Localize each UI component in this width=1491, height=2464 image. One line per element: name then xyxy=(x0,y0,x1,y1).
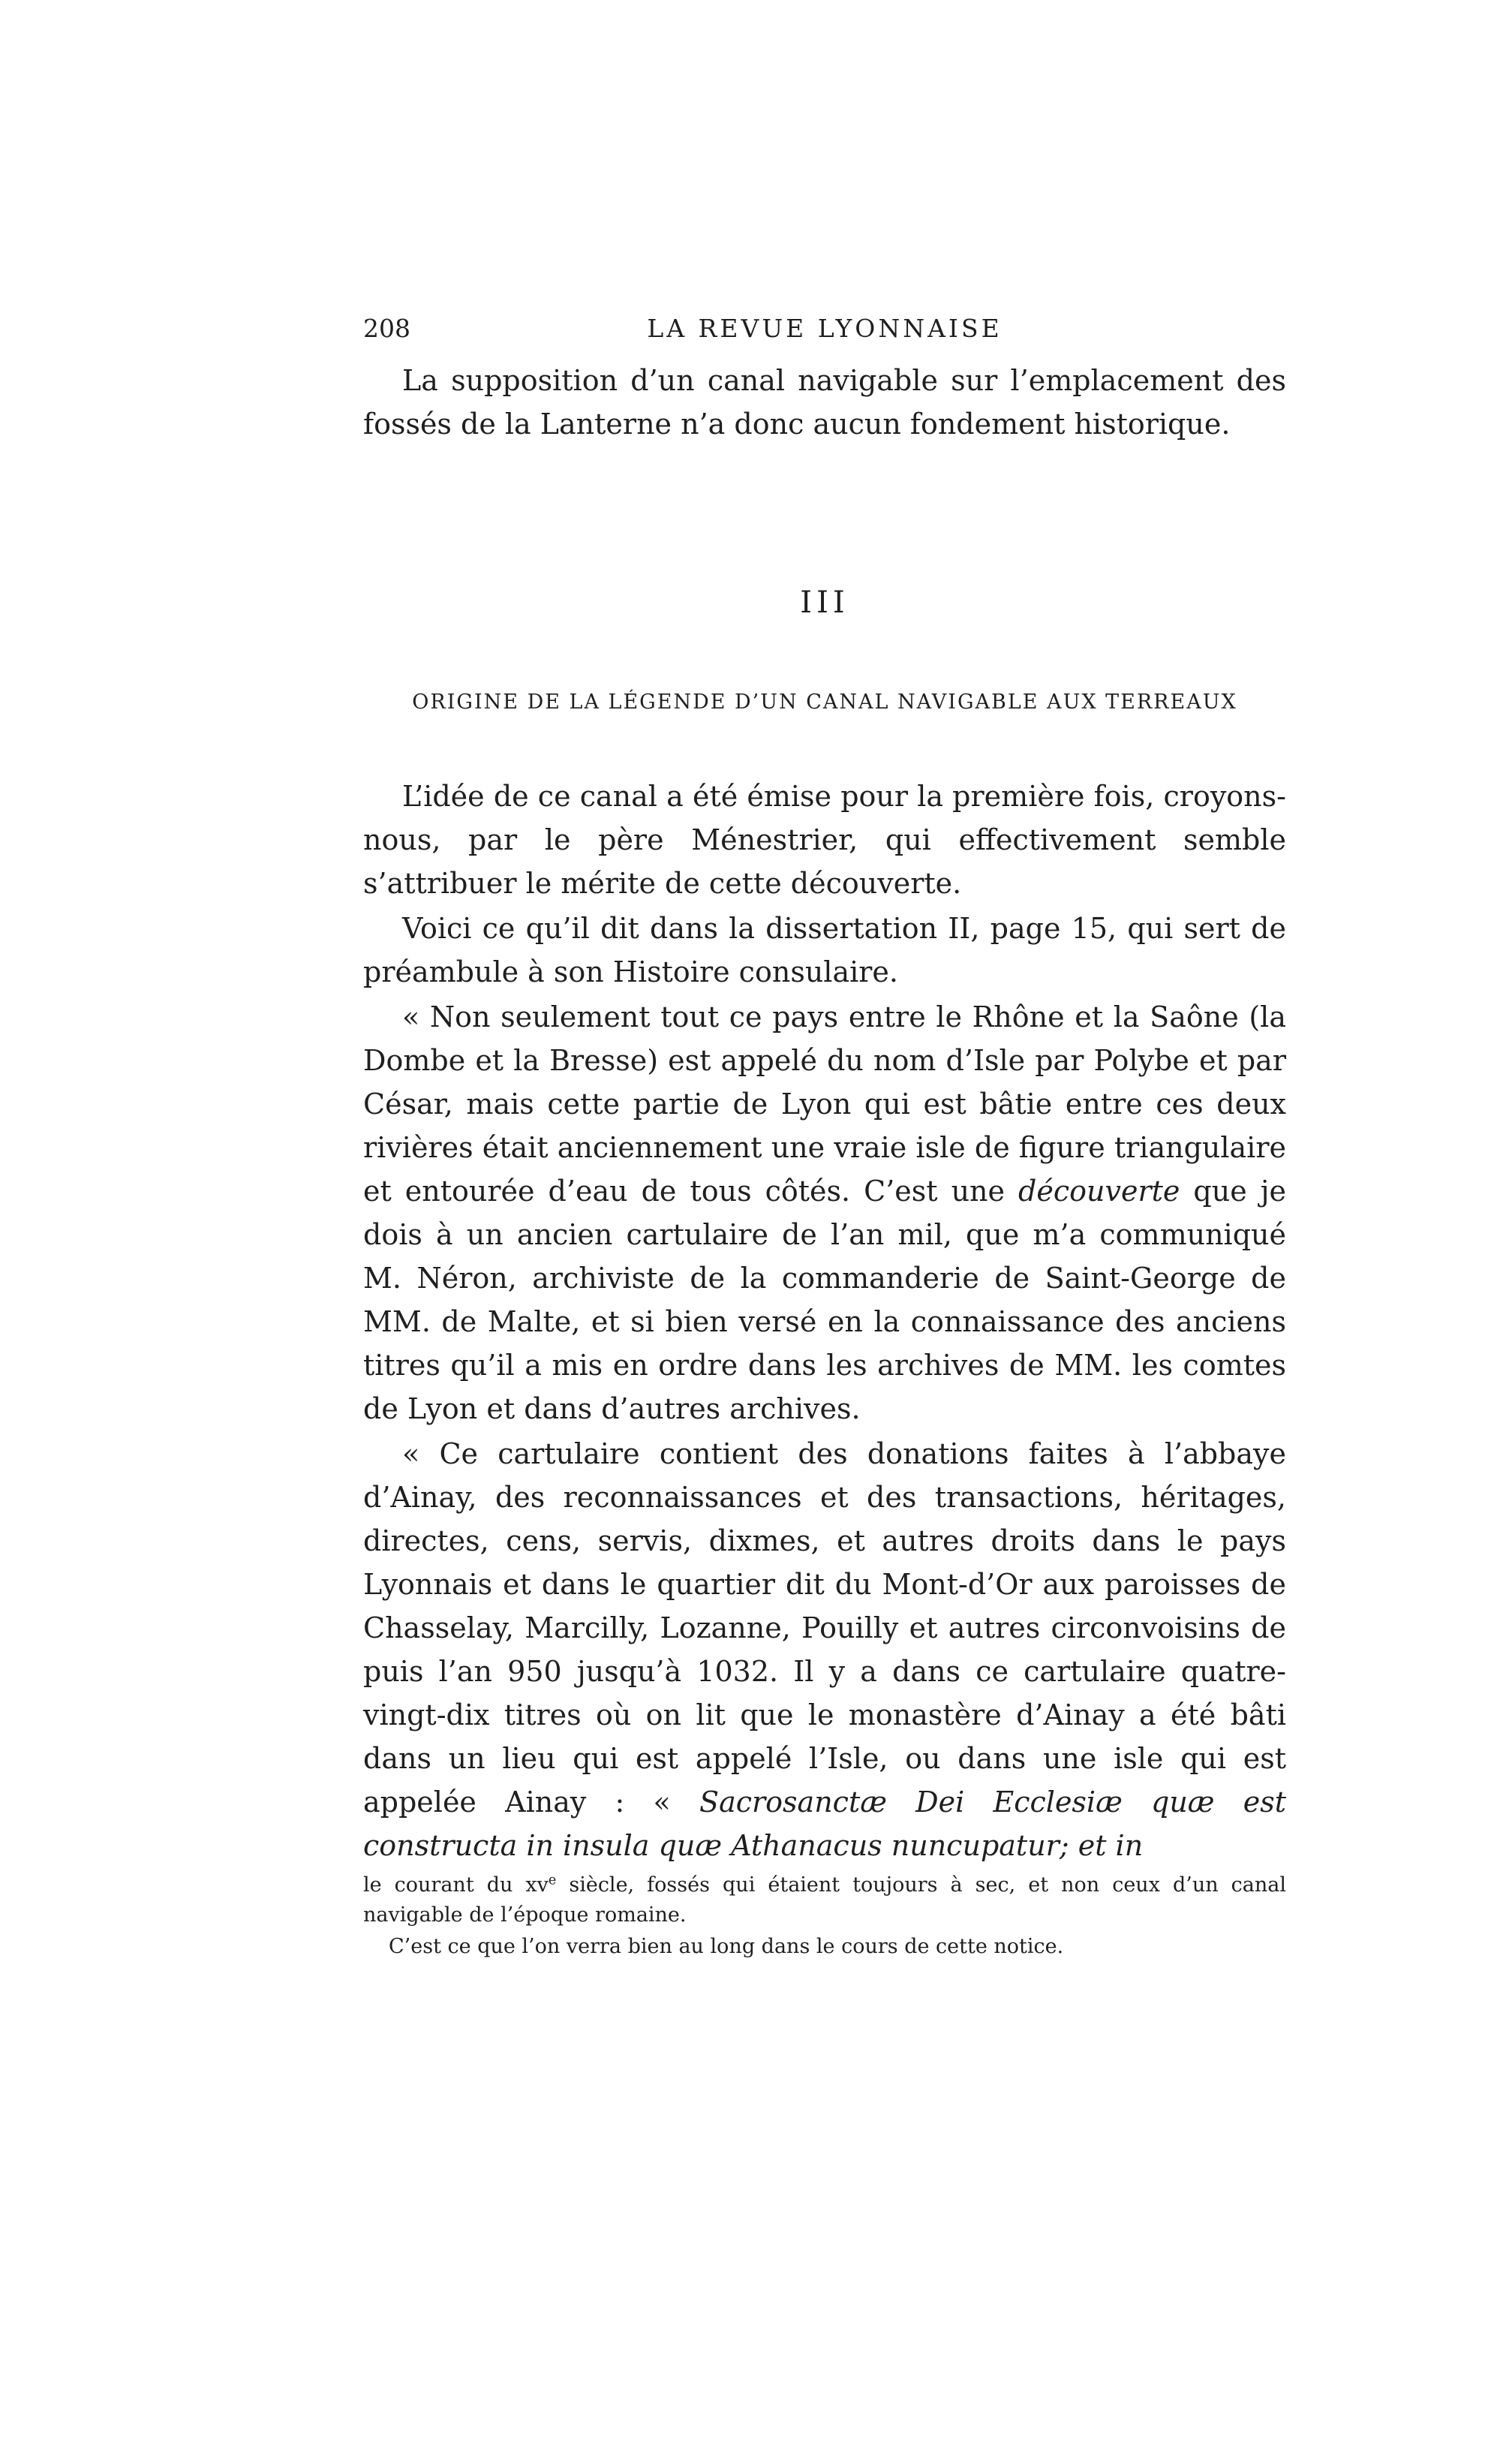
intro-block xyxy=(363,359,1286,446)
paragraph-3 xyxy=(363,995,1286,1431)
footnotes xyxy=(363,1870,1286,1962)
paragraph-3-italic: découverte xyxy=(1018,1175,1180,1208)
section-number: III xyxy=(800,585,849,620)
page-number: 208 xyxy=(363,314,410,343)
paragraph-4-text-a: « Ce cartulaire contient des donations faites à l’abbaye d’Ainay, des reconnaissances et des transactions, héritages, directes, cens, servis, dixmes, et autres droits dans le pays Lyonnais et dans le quartier dit du Mont-d’Or aux paroisses de Chasselay, Marcilly, Lozanne, Pouilly et autres circonvoisins de puis l’an 950 jusqu’à 1032. Il y a dans ce cartulaire quatre-vingt-dix titres où on lit que le monastère d’Ainay a été bâti dans un lieu qui est appelé l’Isle, ou dans une isle qui est appelée Ainay : « xyxy=(363,1437,1286,1819)
intro-paragraph: La supposition d’un canal navigable sur l’emplacement des fossés de la Lanterne n’a donc aucun fondement historique. xyxy=(363,364,1286,441)
paragraph-3-text-b: que je dois à un ancien cartulaire de l’an mil, que m’a communiqué M. Néron, archiviste de la commanderie de Saint-George de MM. de Malte, et si bien versé en la connaissance des anciens titres qu’il a mis en ordre dans les archives de MM. les comtes de Lyon et dans d’autres archives. xyxy=(363,1175,1286,1425)
body-text xyxy=(363,775,1286,1867)
journal-title: LA REVUE LYONNAISE xyxy=(647,314,1003,343)
paragraph-4 xyxy=(363,1432,1286,1867)
paragraph-2: Voici ce qu’il dit dans la dissertation II, page 15, qui sert de préambule à son Histoire consulaire. xyxy=(363,912,1286,988)
running-header xyxy=(363,314,1286,351)
paragraph-1: L’idée de ce canal a été émise pour la première fois, croyons-nous, par le père Ménestrier, qui effectivement semble s’attribuer le mérite de cette découverte. xyxy=(363,780,1286,900)
footnote-1-superscript: e xyxy=(548,1873,557,1888)
footnote-1-text-a: le courant du xv xyxy=(363,1873,549,1897)
footnote-continuation xyxy=(363,1870,1286,1930)
footnote-2: C’est ce que l’on verra bien au long dans le cours de cette notice. xyxy=(389,1935,1064,1958)
paragraph-4-italic: Sacrosanctæ Dei Ecclesiæ quæ est constructa in insula quæ Athanacus nuncupatur; et in xyxy=(363,1786,1287,1862)
section-title: ORIGINE DE LA LÉGENDE D’UN CANAL NAVIGABLE AUX TERREAUX xyxy=(412,690,1237,714)
footnote-1-text-b: siècle, fossés qui étaient toujours à sec, et non ceux d’un canal navigable de l’époque romaine. xyxy=(363,1873,1286,1927)
paragraph-3-text-a: « Non seulement tout ce pays entre le Rhône et la Saône (la Dombe et la Bresse) est appelé du nom d’Isle par Polybe et par César, mais cette partie de Lyon qui est bâtie entre ces deux rivières était anciennement une vraie isle de figure triangulaire et entourée d’eau de tous côtés. C’est une xyxy=(363,1000,1286,1208)
